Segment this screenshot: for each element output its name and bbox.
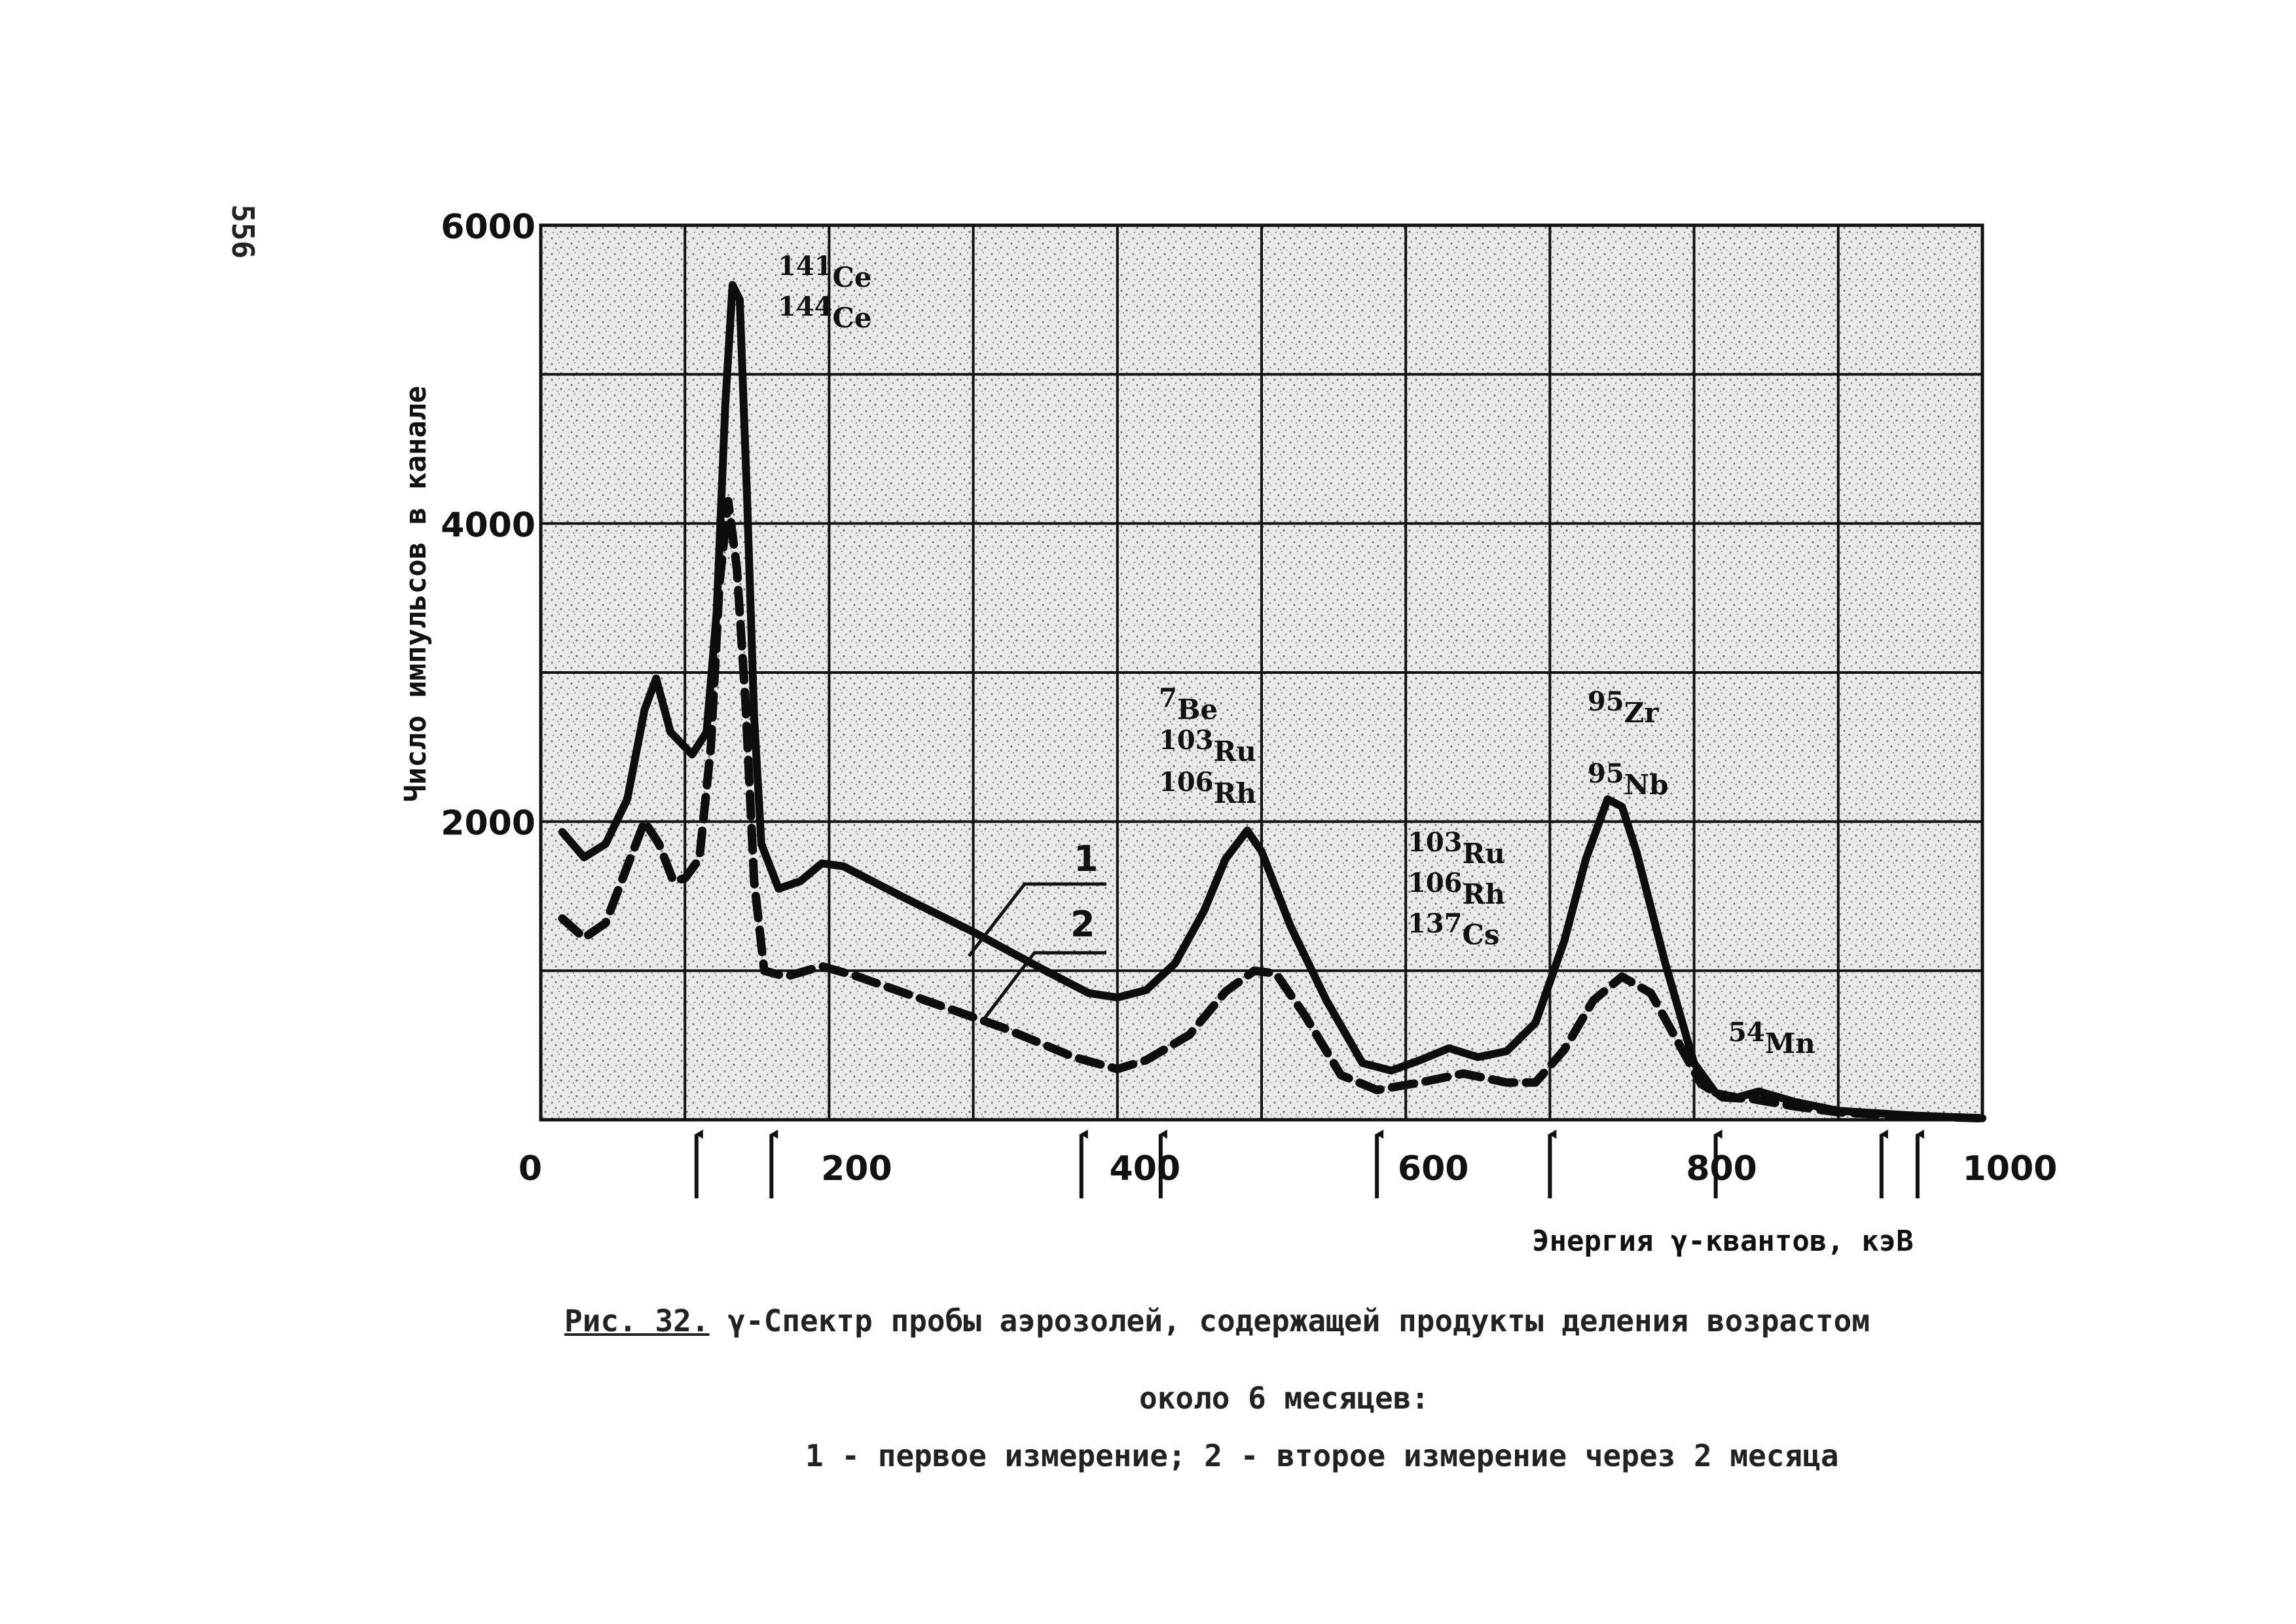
isotope-mass-number: 103 xyxy=(1408,827,1463,858)
y-axis-label: Число импульсов в канале xyxy=(399,386,433,802)
isotope-annotation xyxy=(778,251,872,334)
series-callout-label: 2 xyxy=(1070,904,1095,945)
x-tick-label: 200 xyxy=(821,1149,892,1189)
caption-line-2: около 6 месяцев: xyxy=(1139,1380,1430,1416)
isotope-element: Ce xyxy=(832,302,872,334)
isotope-mass-number: 103 xyxy=(1159,725,1214,756)
isotope-mass-number: 144 xyxy=(778,291,833,322)
isotope-element: Rh xyxy=(1462,878,1505,910)
isotope-element: Rh xyxy=(1213,777,1256,809)
isotope-annotation xyxy=(1408,827,1505,951)
isotope-mass-number: 54 xyxy=(1728,1017,1765,1048)
y-tick-label: 2000 xyxy=(441,803,536,843)
isotope-mass-number: 7 xyxy=(1159,683,1177,714)
x-tick-label: 1000 xyxy=(1962,1149,2058,1189)
isotope-mass-number: 106 xyxy=(1408,868,1463,898)
isotope-element: Zr xyxy=(1624,697,1659,729)
isotope-element: Ru xyxy=(1462,838,1505,870)
series-callout-label: 1 xyxy=(1074,838,1099,879)
x-tick-label: 800 xyxy=(1686,1149,1757,1189)
isotope-element: Ce xyxy=(832,261,872,293)
isotope-mass-number: 95 xyxy=(1588,686,1624,717)
isotope-element: Mn xyxy=(1764,1027,1815,1060)
isotope-element: Ru xyxy=(1213,735,1256,767)
x-tick-label: 0 xyxy=(518,1149,543,1189)
isotope-mass-number: 137 xyxy=(1408,908,1463,939)
caption-line-1 xyxy=(564,1303,1870,1338)
page-number: 556 xyxy=(225,204,261,259)
isotope-element: Cs xyxy=(1462,919,1500,951)
caption-legend: 1 - первое измерение; 2 - второе измерение через 2 месяца xyxy=(805,1438,1839,1473)
x-tick-label: 600 xyxy=(1397,1149,1469,1189)
x-axis-label: Энергия γ-квантов, кэВ xyxy=(1532,1225,1914,1258)
y-tick-label: 4000 xyxy=(441,506,536,545)
y-tick-label: 6000 xyxy=(441,208,536,247)
isotope-mass-number: 141 xyxy=(778,251,833,282)
isotope-mass-number: 106 xyxy=(1159,767,1214,798)
caption-title: γ-Спектр пробы аэрозолей, содержащей продукты деления возрастом xyxy=(727,1303,1870,1338)
isotope-element: Be xyxy=(1176,693,1218,726)
isotope-mass-number: 95 xyxy=(1588,758,1624,789)
isotope-element: Nb xyxy=(1624,769,1669,801)
caption-figure-ref: Рис. 32. xyxy=(564,1303,710,1338)
x-tick-label: 400 xyxy=(1109,1149,1181,1189)
